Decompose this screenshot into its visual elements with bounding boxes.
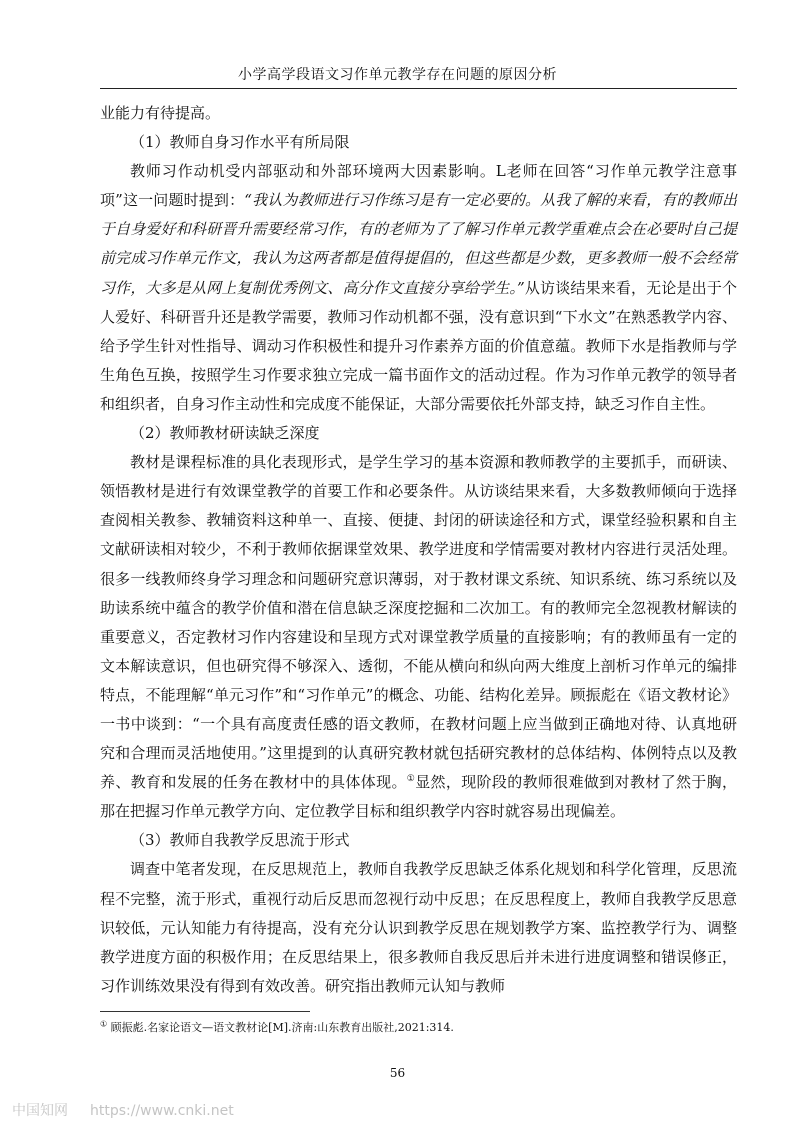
paragraph-3: 调查中笔者发现，在反思规范上，教师自我教学反思缺乏体系化规划和科学化管理，反思流程不完整，流于形式，重视行动后反思而忽视行动中反思；在反思程度上，教师自我教学反思意识较低，元认知能力有待提高，没有充分认识到教学反思在规划教学方案、监控教学行为、调整教学进度方面的积极作用；在反思结果上，很多教师自我反思后并未进行进度调整和错误修正，习作训练效果没有得到有效改善。研究指出教师元认知与教师	[100, 860, 737, 995]
paragraph-2-tail: 显然，现阶段的教师很难做到对教材了然于胸，那在把握习作单元教学方向、定位教学目标和组织教学内容时就容易出现偏差。	[100, 773, 737, 821]
watermark-url[interactable]: https://www.cnki.net	[90, 1103, 234, 1119]
paragraph-2	[100, 448, 737, 826]
section-heading-3: （3）教师自我教学反思流于形式	[130, 831, 350, 850]
intro-line: 业能力有待提高。	[100, 104, 221, 122]
watermark-brand: 中国知网	[12, 1103, 68, 1119]
footnote-ref[interactable]: ①	[406, 774, 416, 785]
footnote-mark: ①	[100, 1019, 108, 1029]
page-body	[100, 99, 737, 1001]
interview-quote: “我认为教师进行习作练习是有一定必要的。从我了解的来看，有的教师出于自身爱好和科研晋升需要经常习作，有的老师为了了解习作单元教学重难点会在必要时自己提前完成习作单元作文，我认为这两者都是值得提倡的，但这些都是少数，更多教师一般不会经常习作，大多是从网上复制优秀例文、高分作文直接分享给学生。”	[100, 191, 738, 297]
paragraph-1	[100, 157, 737, 419]
footnote-text: 顾振彪.名家论语文—语文教材论[M].济南:山东教育出版社,2021:314.	[110, 1021, 454, 1034]
paragraph-2-lead: 教材是课程标准的具化表现形式，是学生学习的基本资源和教师教学的主要抓手，而研读、领悟教材是进行有效课堂教学的首要工作和必要条件。从访谈结果来看，大多数教师倾向于选择查阅相关教参、教辅资料这种单一、直接、便捷、封闭的研读途径和方式，课堂经验积累和自主文献研读相对较少，不利于教师依据课堂效果、教学进度和学情需要对教材内容进行灵活处理。很多一线教师终身学习理念和问题研究意识薄弱，对于教材课文系统、知识系统、练习系统以及助读系统中蕴含的教学价值和潜在信息缺乏深度挖掘和二次加工。有的教师完全忽视教材解读的重要意义，否定教材习作内容建设和呈现方式对课堂教学质量的直接影响；有的教师虽有一定的文本解读意识，但也研究得不够深入、透彻，不能从横向和纵向两大维度上剖析习作单元的编排特点，不能理解“单元习作”和“习作单元”的概念、功能、结构化差异。顾振彪在《语文教材论》一书中谈到：“一个具有高度责任感的语文教师，在教材问题上应当做到正确地对待、认真地研究和合理而灵活地使用。”这里提到的认真研究教材就包括研究教材的总体结构、体例特点以及教养、教育和发展的任务在教材中的具体体现。	[100, 453, 737, 792]
cnki-watermark	[12, 1100, 234, 1120]
header-rule	[100, 88, 737, 89]
page-number: 56	[389, 1066, 406, 1080]
paragraph-1-lead: 教师习作动机受内部驱动和外部环境两大因素影响。L老师在回答“习作单元教学注意事项”这一问题时提到：	[100, 162, 737, 210]
running-header: 小学高学段语文习作单元教学存在问题的原因分析	[238, 67, 557, 83]
section-heading-1: （1）教师自身习作水平有所局限	[130, 133, 350, 152]
footnote	[100, 1020, 737, 1036]
section-heading-2: （2）教师教材研读缺乏深度	[130, 424, 320, 443]
paragraph-1-tail: 从访谈结果来看，无论是出于个人爱好、科研晋升还是教学需要，教师习作动机都不强，没有意识到“下水文”在熟悉教学内容、给予学生针对性指导、调动习作积极性和提升习作素养方面的价值意蕴。教师下水是指教师与学生角色互换，按照学生习作要求独立完成一篇书面作文的活动过程。作为习作单元教学的领导者和组织者，自身习作主动性和完成度不能保证，大部分需要依托外部支持，缺乏习作自主性。	[100, 278, 737, 413]
footnote-rule	[100, 1011, 310, 1012]
